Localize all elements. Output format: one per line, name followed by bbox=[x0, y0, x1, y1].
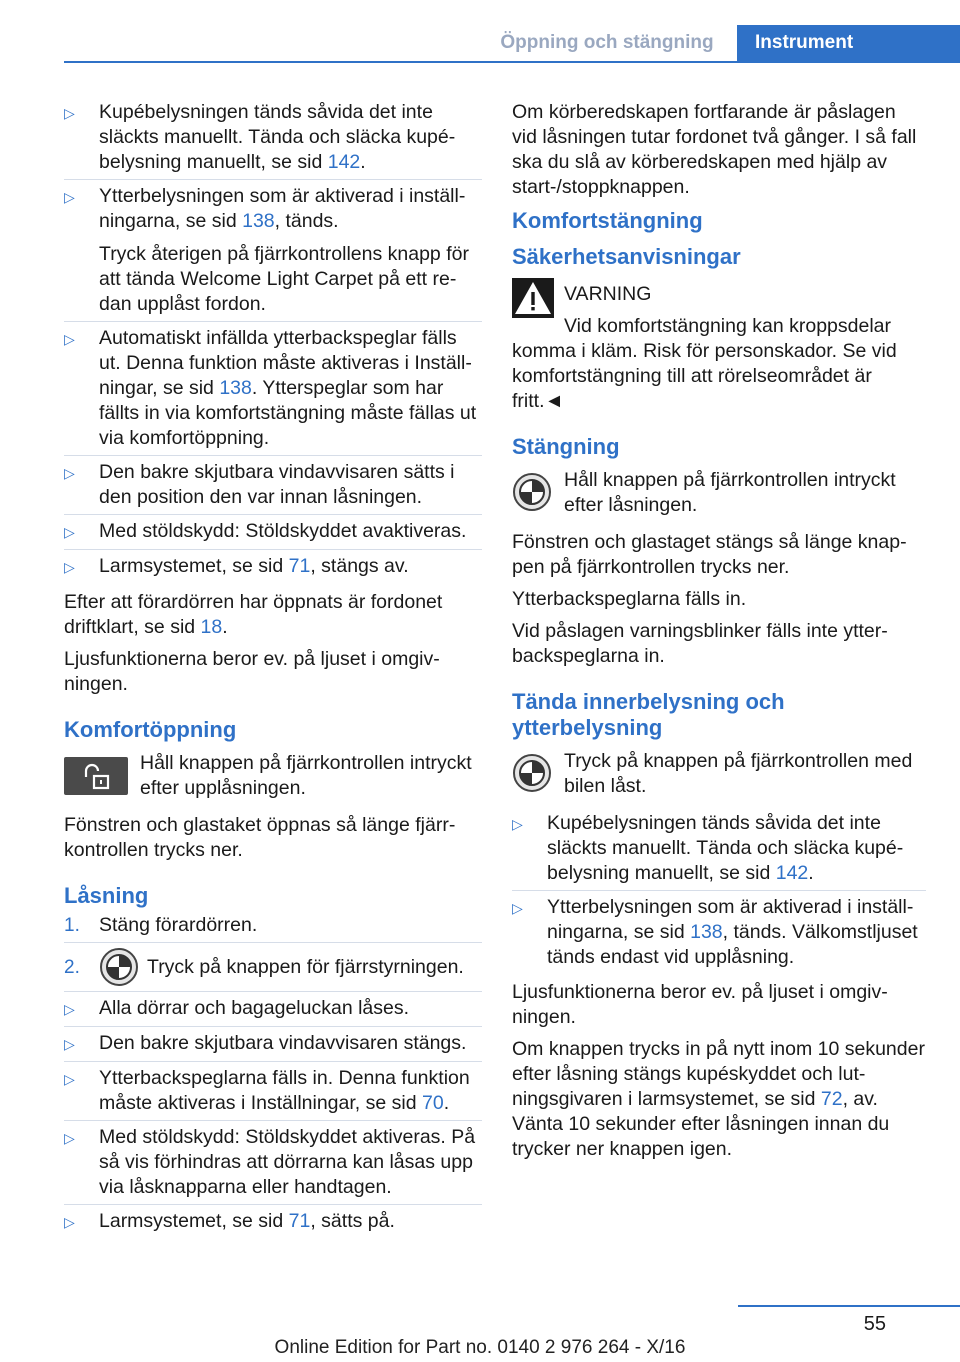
list-marker-icon: ▷ bbox=[64, 1130, 75, 1146]
list-marker-icon: ▷ bbox=[64, 1001, 75, 1017]
stangning-icon-row bbox=[512, 468, 926, 518]
list-marker-icon: ▷ bbox=[64, 331, 75, 347]
page-header bbox=[0, 0, 960, 62]
page-link[interactable]: 72 bbox=[820, 1088, 843, 1110]
heading-stangning: Stängning bbox=[512, 434, 620, 459]
list-marker-icon: ▷ bbox=[64, 1214, 75, 1230]
left-column bbox=[64, 100, 482, 1245]
heading-tanda-belysning: Tända innerbelysning och ytterbelysning bbox=[512, 689, 785, 740]
komfort-instruction: Håll knappen på fjärrkontrollen intryckt efter upplåsningen. bbox=[140, 752, 472, 799]
page-link[interactable]: 71 bbox=[288, 555, 311, 577]
list-marker-icon: ▷ bbox=[64, 559, 75, 575]
paragraph: Om körberedskapen fortfarande är påslagen vid låsningen tutar fordonet två gånger. I så fall ska du slå av körberedskapen med hjälp av start-/stoppknappen. bbox=[512, 101, 917, 198]
paragraph: Ljusfunktionerna beror ev. på ljuset i omgivningen. bbox=[64, 648, 440, 695]
paragraph: Om knappen trycks in på nytt inom 10 sekunder efter låsning stängs kupéskyddet och lutningsgivaren i larmsystemet, se sid 72, av. Vänta 10 sekunder efter låsningen innan du trycker ner knappen igen. bbox=[512, 1038, 925, 1160]
page-link[interactable]: 142 bbox=[775, 862, 809, 884]
paragraph: Efter att förardörren har öppnats är fordonet driftklart, se sid 18. bbox=[64, 591, 443, 638]
paragraph: Vid påslagen varningsblinker fälls inte ytterbackspeglarna in. bbox=[512, 620, 888, 667]
chapter-tab[interactable]: Instrument bbox=[737, 25, 960, 62]
list-item: ▷ Med stöldskydd: Stöldskyddet avaktiveras. bbox=[64, 515, 482, 550]
list-item: ▷ Larmsystemet, se sid 71, stängs av. bbox=[64, 550, 482, 584]
list-marker-icon: ▷ bbox=[512, 816, 523, 832]
warning-block bbox=[512, 278, 926, 339]
list-marker-icon: ▷ bbox=[512, 900, 523, 916]
stangning-instruction: Håll knappen på fjärrkontrollen intryckt efter låsningen. bbox=[564, 469, 896, 516]
bmw-key-icon bbox=[512, 472, 552, 512]
lighting-list bbox=[512, 811, 926, 974]
list-item: ▷ Ytterbackspeglarna fälls in. Denna funktion måste aktiveras i Inställningar, se sid 70. bbox=[64, 1062, 482, 1121]
bmw-key-icon bbox=[99, 947, 139, 987]
bmw-key-icon bbox=[512, 753, 552, 793]
page-link[interactable]: 138 bbox=[242, 210, 275, 232]
komfort-icon-row bbox=[64, 751, 482, 801]
list-marker-icon: ▷ bbox=[64, 465, 75, 481]
section-tab[interactable]: Öppning och stängning bbox=[500, 32, 714, 53]
footer-rule bbox=[738, 1305, 960, 1307]
page-link[interactable]: 138 bbox=[690, 921, 723, 943]
page-number: 55 bbox=[863, 1313, 886, 1335]
list-item: ▷ Kupébelysningen tänds såvida det inte släckts manuellt. Tända och släcka kupébelysning manuellt, se sid 142. bbox=[64, 100, 482, 180]
list-item: ▷ Kupébelysningen tänds såvida det inte släckts manuellt. Tända och släcka kupébelysning manuellt, se sid 142. bbox=[512, 811, 926, 891]
list-marker-icon: ▷ bbox=[64, 105, 75, 121]
lock-steps-list bbox=[64, 913, 482, 1239]
step-item: 1. Stäng förardörren. bbox=[64, 913, 482, 943]
list-marker-icon: ▷ bbox=[64, 1036, 75, 1052]
warning-text-start: Vid komfortstängning kan kroppsdelar bbox=[564, 315, 891, 337]
warning-icon bbox=[512, 278, 554, 318]
header-rule bbox=[64, 61, 960, 63]
heading-lasning: Låsning bbox=[64, 883, 149, 908]
page-link[interactable]: 142 bbox=[327, 151, 361, 173]
paragraph: Ljusfunktionerna beror ev. på ljuset i omgivningen. bbox=[512, 981, 888, 1028]
unlock-key-icon bbox=[64, 751, 140, 795]
warning-title: VARNING bbox=[564, 283, 652, 305]
list-marker-icon: ▷ bbox=[64, 1071, 75, 1087]
list-item: ▷ Alla dörrar och bagageluckan låses. bbox=[64, 992, 482, 1027]
page-link[interactable]: 138 bbox=[219, 377, 252, 399]
heading-sakerhetsanvisningar: Säkerhetsanvisningar bbox=[512, 244, 741, 269]
page-link[interactable]: 70 bbox=[421, 1092, 444, 1114]
list-item: ▷ Den bakre skjutbara vindavvisaren sätts i den position den var innan låsningen. bbox=[64, 456, 482, 515]
list-item: ▷ Ytterbelysningen som är aktiverad i inställningarna, se sid 138, tänds. Välkomstljuset tänds endast vid upplåsning. bbox=[512, 896, 918, 968]
step-item: 2. Tryck på knappen för fjärrstyrningen. bbox=[64, 943, 482, 992]
list-item: ▷ Automatiskt infällda ytterbackspeglar fälls ut. Denna funktion måste aktiveras i Inställningar, se sid 138. Ytterspeglar som har fällts in via komfortstängning måste fällas ut via komfortöppning. bbox=[64, 322, 482, 456]
list-item: ▷ Ytterbelysningen som är aktiverad i inställningarna, se sid 138, tänds. Tryck återigen på fjärrkontrollens knapp för att tända Welcome Light Carpet på ett redan upplåst fordon. bbox=[64, 180, 482, 322]
tanda-instruction: Tryck på knappen på fjärrkontrollen med bilen låst. bbox=[564, 750, 913, 797]
welcome-note: Tryck återigen på fjärrkontrollens knapp för att tända Welcome Light Carpet på ett redan upplåst fordon. bbox=[99, 243, 469, 315]
right-column bbox=[512, 100, 926, 1169]
list-marker-icon: ▷ bbox=[64, 189, 75, 205]
list-marker-icon: ▷ bbox=[64, 524, 75, 540]
warning-text: komma i kläm. Risk för personskador. Se vid komfortstängning till att rörelseområdet är fritt.◄ bbox=[512, 340, 897, 412]
paragraph: Ytterbackspeglarna fälls in. bbox=[512, 588, 747, 610]
list-item: ▷ Den bakre skjutbara vindavvisaren stängs. bbox=[64, 1027, 482, 1062]
unlock-effects-list bbox=[64, 100, 482, 584]
list-item: ▷ Larmsystemet, se sid 71, sätts på. bbox=[64, 1205, 482, 1239]
page-link[interactable]: 71 bbox=[288, 1210, 311, 1232]
paragraph: Fönstren och glastaget stängs så länge knappen på fjärrkontrollen trycks ner. bbox=[512, 531, 907, 578]
step-number: 2. bbox=[64, 956, 80, 978]
list-item: ▷ Med stöldskydd: Stöldskyddet aktiveras. På så vis förhindras att dörrarna kan låsas upp via låsknapparna eller handtagen. bbox=[64, 1121, 482, 1205]
paragraph: Fönstren och glastaket öppnas så länge fjärrkontrollen trycks ner. bbox=[64, 814, 456, 861]
edition-line: Online Edition for Part no. 0140 2 976 264 - X/16 bbox=[274, 1337, 686, 1358]
step-number: 1. bbox=[64, 915, 80, 936]
heading-komfortoppning: Komfortöppning bbox=[64, 717, 237, 742]
tanda-icon-row bbox=[512, 749, 926, 799]
heading-komfortstangning: Komfortstängning bbox=[512, 208, 703, 233]
page-link[interactable]: 18 bbox=[200, 616, 223, 638]
